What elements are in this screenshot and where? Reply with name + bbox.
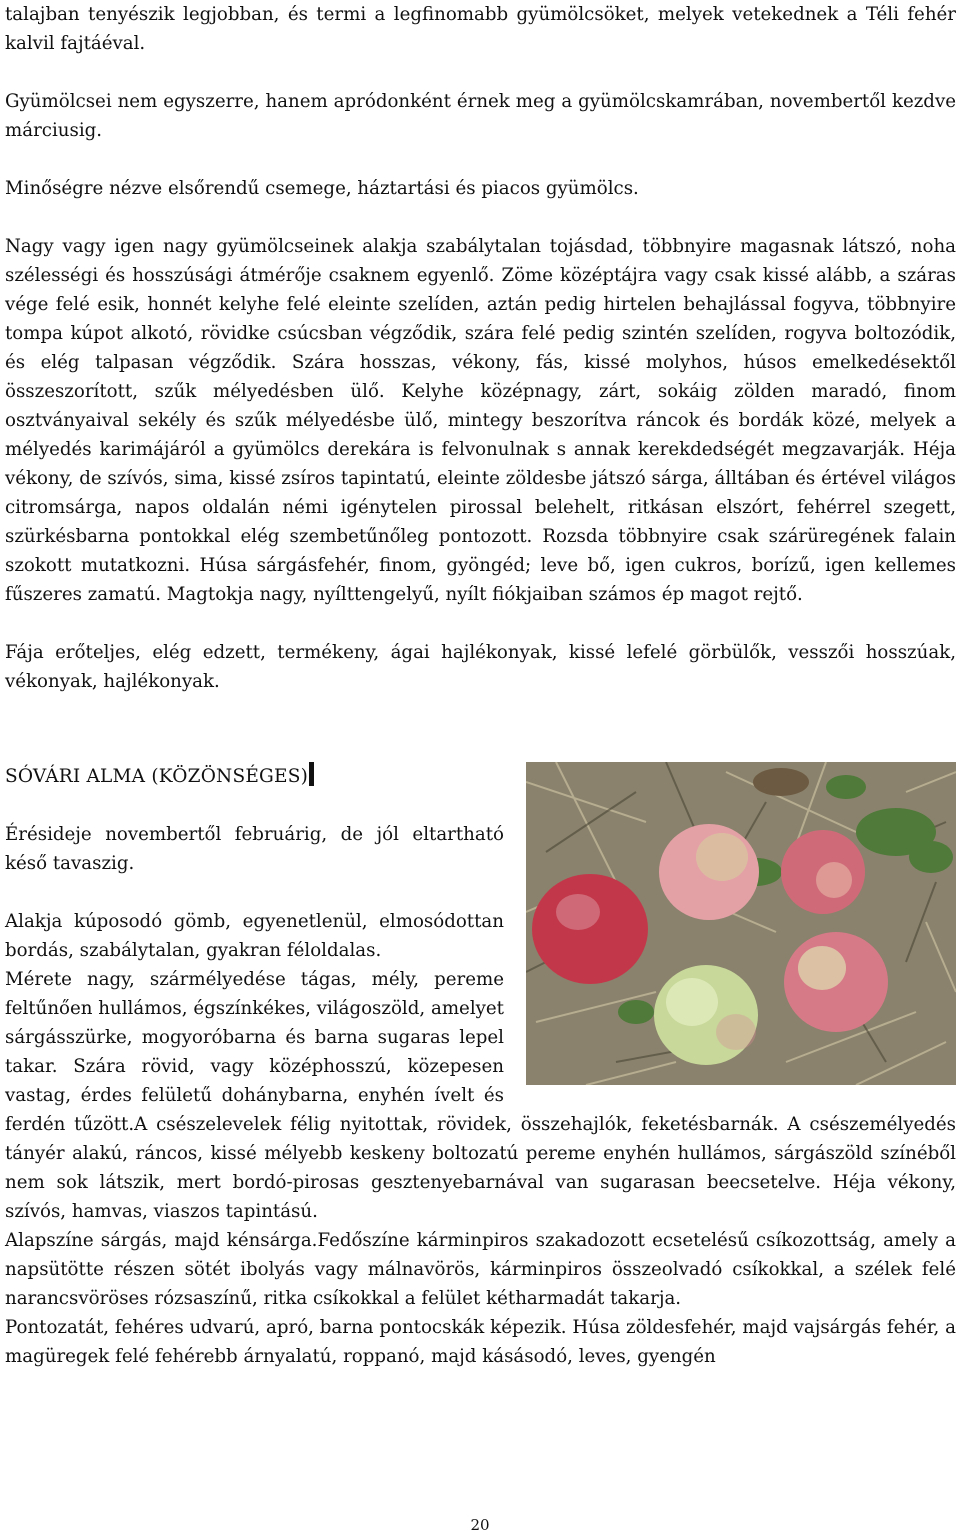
document-page <box>5 0 956 1371</box>
paragraph-ripening: Gyümölcsei nem egyszerre, hanem apródonként érnek meg a gyümölcskamrában, novembertől kezdve márciusig. <box>5 91 956 141</box>
paragraph-size: Mérete nagy, szármélyedése tágas, mély, pereme feltűnően hullámos, égszínkékes, világoszöld, amelyet sárgásszürke, mogyoróbarna és barna sugaras lepel takar. Szára rövid, vagy középhosszú, közepesen vastag, érdes felületű dohánybarna, enyhén ívelt és ferdén tűzött.A csészelevelek félig nyitottak, rövidek, összehajlók, feketésbarnák. A csészemélyedés tányér alakú, ráncos, kissé mélyebb keskeny boltozatú pereme enyhén hullámos, sárgászöld színéből nem sok látszik, mert bordó-pirosas gesztenyebarnával van sugarasan beecsetelve. Héja vékony, szívós, hamvas, viaszos tapintású. <box>5 969 956 1222</box>
text-cursor <box>309 762 314 786</box>
heading-text: SÓVÁRI ALMA (KÖZÖNSÉGES) <box>5 766 308 787</box>
paragraph-flesh: Pontozatát, fehéres udvarú, apró, barna pontocskák képezik. Húsa zöldesfehér, majd vajsárgás fehér, a magüregek felé fehérebb árnyalatú, roppanó, majd kásásodó, leves, gyengén <box>5 1317 956 1367</box>
page-number: 20 <box>470 1516 490 1534</box>
paragraph-shape: Alakja kúposodó gömb, egyenetlenül, elmosódottan bordás, szabálytalan, gyakran féloldalas. <box>5 911 504 961</box>
paragraph-quality: Minőségre nézve elsőrendű csemege, háztartási és piacos gyümölcs. <box>5 178 639 199</box>
apple-photo <box>526 762 956 1085</box>
paragraph-ripening-time: Érésideje novembertől februárig, de jól eltartható késő tavaszig. <box>5 824 504 874</box>
paragraph-tree: Fája erőteljes, elég edzett, termékeny, ágai hajlékonyak, kissé lefelé görbülők, vesszői hosszúak, vékonyak, hajlékonyak. <box>5 642 956 692</box>
paragraph-color: Alapszíne sárgás, majd kénsárga.Fedőszíne kárminpiros szakadozott ecsetelésű csíkozottság, amely a napsütötte részen sötét ibolyás vagy málnavörös, kárminpiros összeolvadó csíkokkal, a szélek felé narancsvöröses rózsaszínű, ritka csíkokkal a felület kétharmadát takarja. <box>5 1230 956 1309</box>
paragraph-fruit-description: Nagy vagy igen nagy gyümölcseinek alakja szabálytalan tojásdad, többnyire magasnak látszó, noha szélességi és hosszúsági átmérője csaknem egyenlő. Zöme középtájra vagy csak kissé alább, a száras vége felé esik, honnét kelyhe felé eleinte szelíden, aztán pedig hirtelen behajlással fogyva, többnyire tompa kúpot alkotó, rövidke csúcsban végződik, szára felé pedig szintén szelíden, rogyva boltozódik, és elég talpasan végződik. Szára hosszas, vékony, fás, kissé molyhos, húsos emelkedésektől összeszorított, szűk mélyedésben ülő. Kelyhe középnagy, zárt, sokáig zölden maradó, finom osztványaival sekély és szűk mélyedésbe ülő, mintegy beszorítva ráncok és bordák közé, melyek a mélyedés karimájáról a gyümölcs derekára is felvonulnak s annak kerekdedségét megzavarják. Héja vékony, de szívós, sima, kissé zsíros tapintatú, eleinte zöldesbe játszó sárga, álltában és értével világos citromsárga, napos oldalán némi igénytelen pirossal belehelt, ritkásan elszórt, fehérrel szegett, szürkésbarna pontokkal elég szembetűnőleg pontozott. Rozsda többnyire csak szárüregének falain szokott mutatkozni. Húsa sárgásfehér, finom, gyöngéd; leve bő, igen cukros, borízű, igen kellemes fűszeres zamatú. Magtokja nagy, nyílttengelyű, nyílt fiókjaiban számos ép magot rejtő. <box>5 236 956 605</box>
paragraph-intro: talajban tenyészik legjobban, és termi a legfinomabb gyümölcsöket, melyek vetekednek a Téli fehér kalvil fajtáéval. <box>5 4 956 54</box>
